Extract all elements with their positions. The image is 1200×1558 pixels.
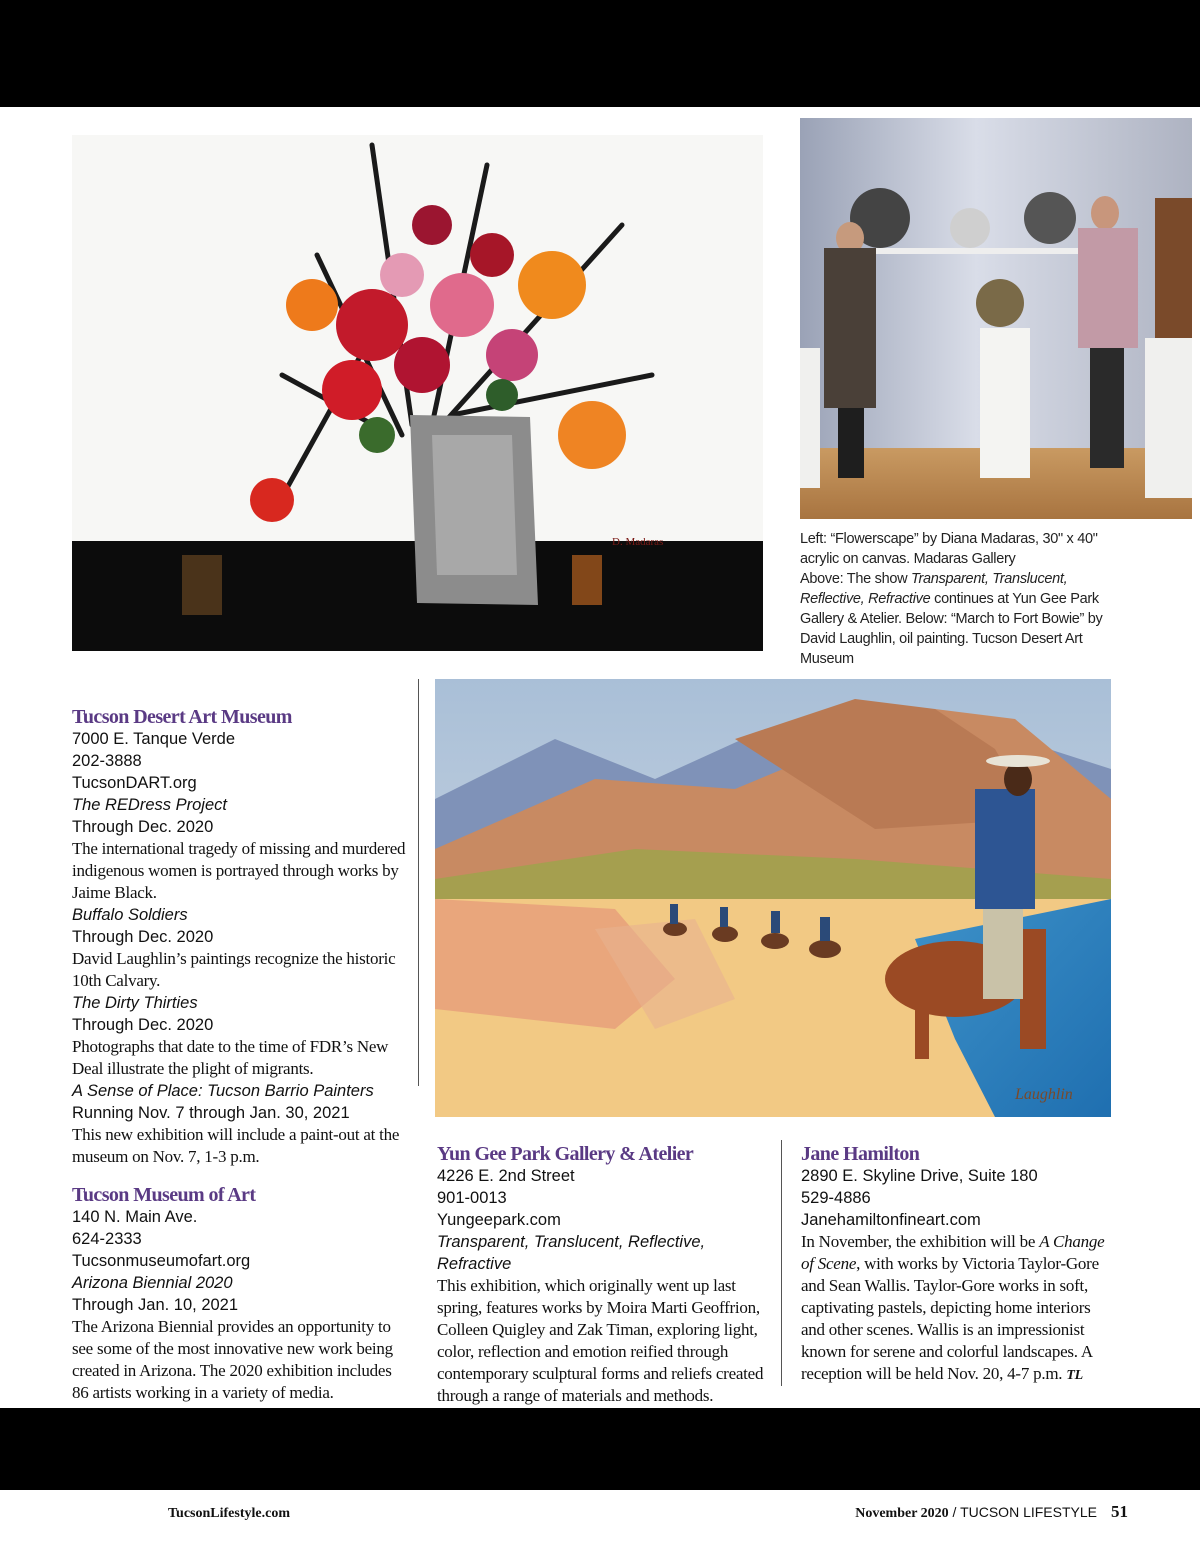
venue-website: Yungeepark.com bbox=[437, 1211, 561, 1229]
march-to-fort-bowie-painting bbox=[435, 679, 1111, 1117]
footer-month: November 2020 bbox=[855, 1506, 949, 1521]
exhibition-description: The Arizona Biennial provides an opportunity to see some of the most innovative new work being created in Arizona. The 2020 exhibition includes 86 artists working in a variety of media. bbox=[72, 1317, 393, 1402]
gallery-photo bbox=[800, 118, 1192, 519]
exhibition-title: Arizona Biennial 2020 bbox=[72, 1274, 233, 1292]
column-divider bbox=[418, 679, 419, 1086]
end-mark: TL bbox=[1066, 1368, 1083, 1383]
exhibition-description: This exhibition, which originally went up last spring, features works by Moira Marti Geoffrion, Colleen Quigley and Zak Timan, exploring light, color, reflection and emotion reified through contemporary sculptural forms and reliefs created through a range of materials and methods. bbox=[437, 1276, 764, 1405]
venue-website: TucsonDART.org bbox=[72, 774, 197, 792]
venue-address: 7000 E. Tanque Verde bbox=[72, 730, 236, 748]
venue-tucson-desert-art-museum: Tucson Desert Art Museum bbox=[72, 706, 292, 728]
column-divider bbox=[781, 1140, 782, 1386]
description-lead: In November, the exhibition will be bbox=[801, 1232, 1040, 1251]
exhibition-title: A Change of Scene bbox=[801, 1232, 1105, 1273]
photo-caption bbox=[800, 529, 1110, 669]
caption-above-title: Transparent, Translucent, Reflective, Refractive bbox=[800, 571, 1068, 607]
footer-folio bbox=[855, 1502, 1128, 1522]
page-number: 51 bbox=[1111, 1502, 1128, 1521]
venue-address: 2890 E. Skyline Drive, Suite 180 bbox=[801, 1167, 1038, 1185]
exhibition-dates: Through Dec. 2020 bbox=[72, 1016, 214, 1034]
venue-website: Tucsonmuseumofart.org bbox=[72, 1252, 251, 1270]
exhibition-dates: Through Dec. 2020 bbox=[72, 928, 214, 946]
exhibition-dates: Through Jan. 10, 2021 bbox=[72, 1296, 239, 1314]
venue-phone: 624-2333 bbox=[72, 1230, 142, 1248]
venue-phone: 901-0013 bbox=[437, 1189, 507, 1207]
exhibition-description: The international tragedy of missing and murdered indigenous women is portrayed through works by Jaime Black. bbox=[72, 839, 406, 902]
caption-above-lead: Above: The show bbox=[800, 571, 912, 587]
description-tail: , with works by Victoria Taylor-Gore and Sean Wallis. Taylor-Gore works in soft, captivating pastels, depicting home interiors and other scenes. Wallis is an impressionist known for serene and colorful landscapes. A reception will be held Nov. 20, 4-7 p.m. bbox=[801, 1254, 1099, 1383]
venue-jane-hamilton: Jane Hamilton bbox=[801, 1143, 920, 1165]
venue-phone: 202-3888 bbox=[72, 752, 142, 770]
caption-left: Left: “Flowerscape” by Diana Madaras, 30" x 40" acrylic on canvas. Madaras Gallery bbox=[800, 531, 1098, 567]
caption-above bbox=[800, 569, 1110, 669]
footer-website: TucsonLifestyle.com bbox=[168, 1506, 290, 1521]
caption-above-tail: continues at Yun Gee Park Gallery & Atelier. Below: “March to Fort Bowie” by David Laughlin, oil painting. Tucson Desert Art Museum bbox=[800, 591, 1103, 667]
exhibition-title: A Sense of Place: Tucson Barrio Painters bbox=[72, 1082, 374, 1100]
exhibition-description: This new exhibition will include a paint-out at the museum on Nov. 7, 1-3 p.m. bbox=[72, 1125, 400, 1166]
venue-phone: 529-4886 bbox=[801, 1189, 871, 1207]
flowerscape-painting bbox=[72, 135, 763, 651]
exhibition-title: Buffalo Soldiers bbox=[72, 906, 188, 924]
venue-tucson-museum-of-art: Tucson Museum of Art bbox=[72, 1184, 256, 1206]
exhibition-description bbox=[801, 1231, 1113, 1387]
top-black-band bbox=[0, 0, 1200, 107]
laughlin-signature: Laughlin bbox=[1015, 1086, 1073, 1103]
column-left bbox=[72, 706, 412, 1404]
footer-magazine: / TUCSON LIFESTYLE bbox=[948, 1504, 1097, 1520]
exhibition-description: David Laughlin’s paintings recognize the historic 10th Calvary. bbox=[72, 949, 396, 990]
venue-yun-gee-park-gallery: Yun Gee Park Gallery & Atelier bbox=[437, 1143, 694, 1165]
column-middle bbox=[437, 1143, 767, 1407]
exhibition-title: The Dirty Thirties bbox=[72, 994, 198, 1012]
bottom-black-band bbox=[0, 1408, 1200, 1490]
exhibition-description: Photographs that date to the time of FDR’s New Deal illustrate the plight of migrants. bbox=[72, 1037, 389, 1078]
flowerscape-signature: D. Madaras bbox=[612, 536, 664, 548]
exhibition-dates: Through Dec. 2020 bbox=[72, 818, 214, 836]
exhibition-dates: Running Nov. 7 through Jan. 30, 2021 bbox=[72, 1104, 350, 1122]
venue-address: 4226 E. 2nd Street bbox=[437, 1167, 575, 1185]
exhibition-title: Transparent, Translucent, Reflective, Refractive bbox=[437, 1233, 706, 1273]
column-right bbox=[801, 1143, 1113, 1387]
exhibition-title: The REDress Project bbox=[72, 796, 227, 814]
venue-website: Janehamiltonfineart.com bbox=[801, 1211, 981, 1229]
venue-address: 140 N. Main Ave. bbox=[72, 1208, 198, 1226]
